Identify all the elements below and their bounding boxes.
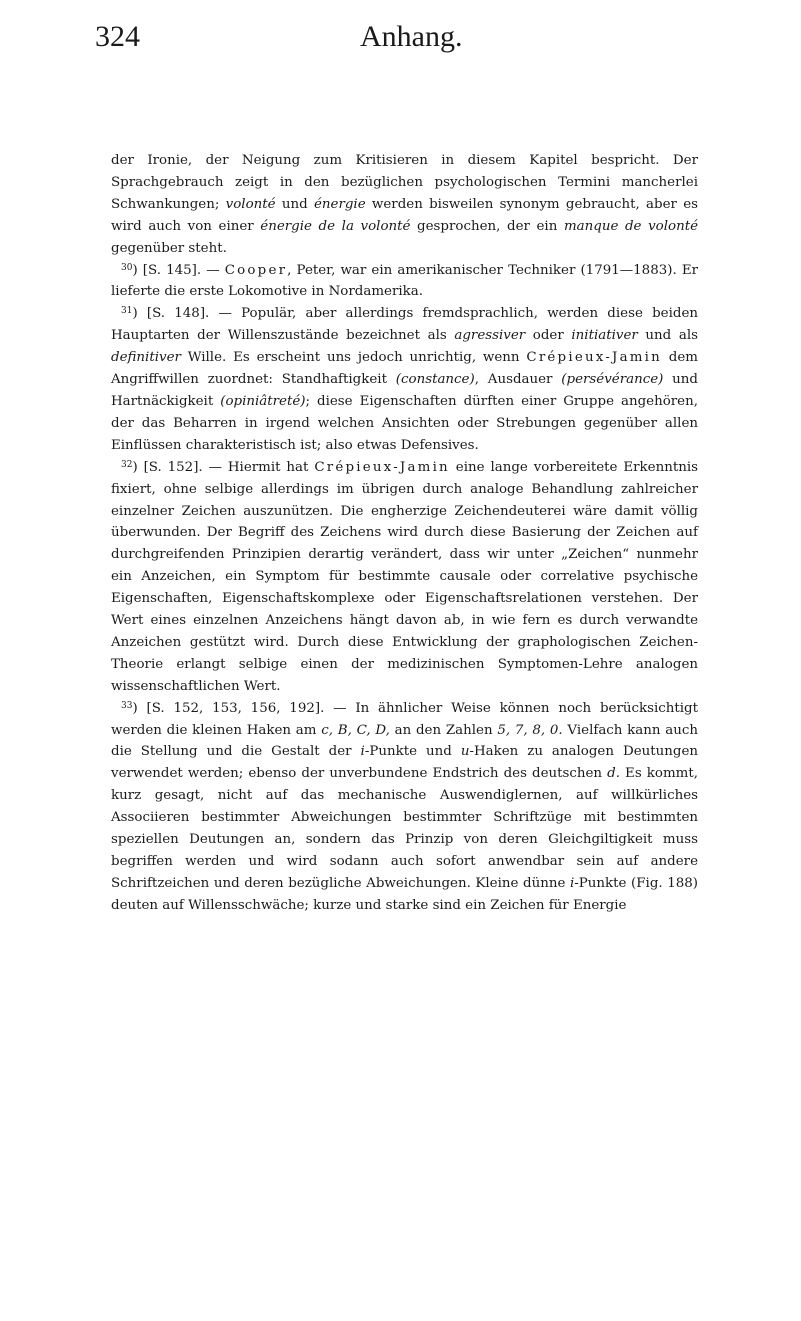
continued-paragraph <box>111 150 698 260</box>
term-manque-de-volonte: manque de volonté <box>563 218 698 234</box>
person-name: Crépieux-Jamin <box>314 459 450 475</box>
text-run: ) [S. 148]. — Populär, aber allerdings fremdsprachlich, werden diese beiden Hauptarten der Willenszustände bezeichnet als <box>111 306 698 344</box>
text-run: gesprochen, der ein <box>410 218 564 234</box>
term: agressiver <box>454 328 526 344</box>
text-run: gegenüber steht. <box>111 240 227 256</box>
letter-form: u <box>460 744 470 760</box>
footnote-31 <box>111 303 698 456</box>
term: initiativer <box>571 328 638 344</box>
term: definitiver <box>111 350 181 366</box>
text-run: ) [S. 152]. — Hiermit hat <box>132 459 315 475</box>
note-number: 33 <box>121 700 133 711</box>
text-run: an den Zahlen <box>389 722 498 738</box>
text-run: Es kommt, kurz gesagt, nicht auf das mechanische Auswendiglernen, auf willkürliches Associieren bestimmter Abweichungen bestimmter Schriftzüge mit bestimmten speziellen Deutungen an, sondern das Prinzip von deren Gleichgiltigkeit muss begriffen werden und wird sodann auch sofort anwendbar sein auf andere Schriftzeichen und deren bezügliche Abweichungen. Kleine dünne <box>111 766 698 891</box>
text-run: und Hartnäckigkeit <box>111 372 698 409</box>
text-run: ) [S. 152, 153, 156, 192]. — In ähnlicher Weise können noch berücksichtigt werden die kleinen Haken am <box>111 700 698 738</box>
running-header <box>0 20 801 60</box>
footnote-33 <box>111 698 698 917</box>
text-run: ) [S. 145]. — <box>132 262 225 278</box>
text-run: Wille. Es erscheint uns jedoch unrichtig, wenn <box>180 350 527 366</box>
text-run: der Ironie, der Neigung zum Kritisieren in diesem Kapitel bespricht. Der Sprachgebrauch zeigt in den bezüglichen psychologischen Termini mancherlei Schwankungen; <box>111 153 698 212</box>
note-number: 30 <box>121 262 133 273</box>
term-energie: énergie <box>313 196 366 212</box>
footnote-32 <box>111 457 698 698</box>
text-run: -Punkte (Fig. 188) deuten auf Willensschwäche; kurze und starke sind ein Zeichen für Energie <box>111 875 699 913</box>
text-run: und <box>275 196 314 212</box>
text-run: -Haken zu analogen Deutungen verwendet werden; ebenso der unverbundene Endstrich des deutschen <box>111 744 698 782</box>
text-run: oder <box>525 328 572 344</box>
letter-form: i <box>360 744 365 760</box>
person-name: Cooper <box>224 262 288 278</box>
letter-form: i <box>569 875 575 891</box>
letter-form: d. <box>607 766 620 782</box>
text-run: -Punkte und <box>364 744 461 760</box>
person-name: Crépieux-Jamin <box>526 350 662 366</box>
note-number: 31 <box>121 306 133 317</box>
text-run: eine lange vorbereitete Erkenntnis fixiert, ohne selbige allerdings im übrigen durch analoge Behandlung zahlreicher einzelner Zeichen auszunützen. Die engherzige Zeichendeuterei wäre damit völlig überwunden. Der Begriff des Zeichens wird durch diese Basierung der Zeichen auf durchgreifenden Prinzipien derartig verändert, dass wir unter „Zeichen“ nunmehr ein Anzeichen, ein Symptom für bestimmte causale oder correlative psychische Eigenschaften, Eigenschaftskomplexe oder Eigenschaftsrelationen verstehen. Der Wert eines einzelnen Anzeichens hängt davon ab, in wie fern es durch verwandte Anzeichen gestützt wird. Durch diese Entwicklung der graphologischen Zeichen-Theorie erlangt selbige einen der medizinischen Symptomen-Lehre analogen wissenschaftlichen Wert. <box>111 459 698 694</box>
footnote-30 <box>111 260 698 304</box>
digit-forms: 5, 7, 8, 0. <box>497 722 563 738</box>
text-run: werden bisweilen synonym gebraucht, aber es wird auch von einer <box>111 196 699 234</box>
term: (opiniâtreté) <box>220 393 306 409</box>
text-run: , Peter, war ein amerikanischer Techniker (1791—1883). Er lieferte die erste Lokomotive in Nordamerika. <box>111 262 698 300</box>
term: (constance) <box>395 372 475 388</box>
letter-forms: c, B, C, D, <box>321 722 390 738</box>
term: (persévérance) <box>561 372 664 388</box>
text-run: dem Angriffwillen zuordnet: Standhaftigkeit <box>111 350 698 388</box>
text-run: und als <box>637 328 699 344</box>
text-run: , Ausdauer <box>474 372 562 388</box>
text-run: Vielfach kann auch die Stellung und die Gestalt der <box>111 722 698 760</box>
term-energie-de-la-volonte: énergie de la volonté <box>260 218 411 234</box>
page-number: 324 <box>95 20 140 53</box>
term-volonte: volonté <box>225 196 276 212</box>
note-number: 32 <box>121 459 133 470</box>
running-title: Anhang. <box>360 20 463 53</box>
text-run: ; diese Eigenschaften dürften einer Gruppe angehören, der das Beharren in irgend welchen Ansichten oder Strebungen gegenüber allen Einflüssen charakteristisch ist; also etwas Defensives. <box>111 393 698 453</box>
page-body <box>111 150 698 917</box>
